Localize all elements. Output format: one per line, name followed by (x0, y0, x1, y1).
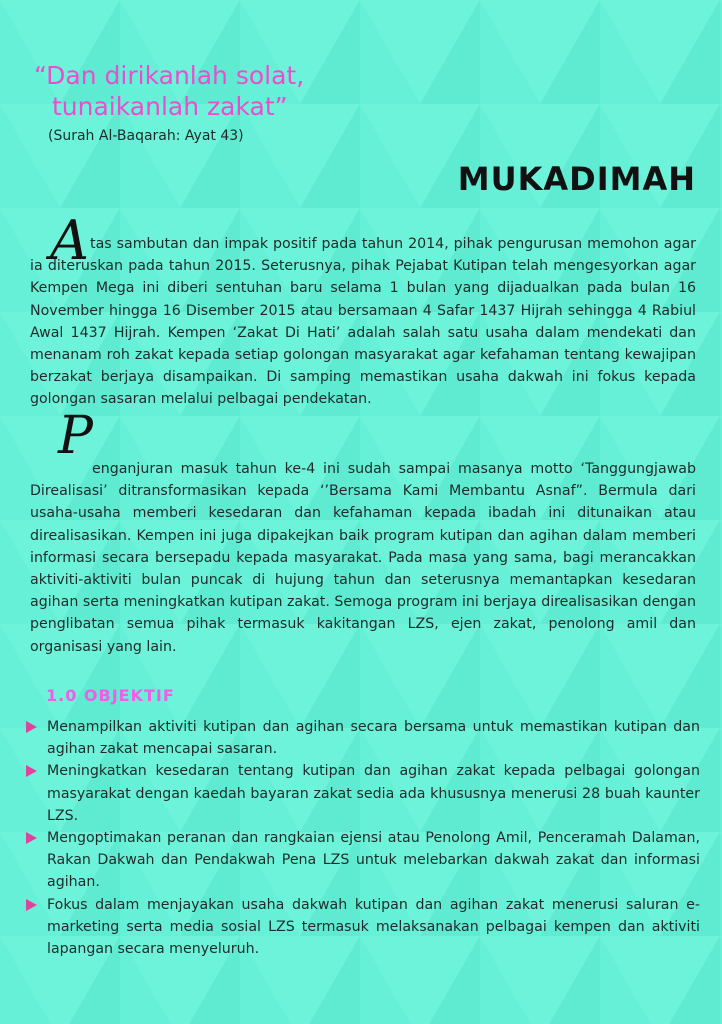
triangle-bullet-icon (26, 832, 37, 844)
quran-quote (34, 60, 304, 122)
list-item (24, 827, 700, 894)
objectives-list (24, 716, 700, 960)
objective-text: Mengoptimakan peranan dan rangkaian ejensi atau Penolong Amil, Penceramah Dalaman, Rakan Dakwah dan Pendakwah Pena LZS untuk melebarkan dakwah zakat dan informasi agihan. (47, 830, 700, 891)
objective-text: Menampilkan aktiviti kutipan dan agihan secara bersama untuk memastikan kutipan dan agihan zakat mencapai sasaran. (47, 719, 700, 758)
dropcap-a: A (50, 209, 89, 272)
list-item (24, 716, 700, 760)
objective-text: Fokus dalam menjayakan usaha dakwah kutipan dan agihan zakat menerusi saluran e-marketing serta media sosial LZS termasuk melaksanakan pelbagai kempen dan aktiviti lapangan secara menyeluruh. (47, 896, 700, 958)
dropcap-p: P (58, 406, 93, 466)
quote-citation: (Surah Al-Baqarah: Ayat 43) (48, 128, 244, 144)
intro-paragraph-1: tas sambutan dan impak positif pada tahun 2014, pihak pengurusan memohon agar ia diteruskan pada tahun 2015. Seterusnya, pihak Pejabat Kutipan telah mengesyorkan agar Kempen Mega ini diberi sentuhan baru selama 1 bulan yang dijadualkan pada bulan 16 November hingga 16 Disember 2015 atau bersamaan 4 Safar 1437 Hijrah sehingga 4 Rabiul Awal 1437 Hijrah. Kempen ‘Zakat Di Hati’ adalah salah satu usaha dalam mendekati dan menanam roh zakat kepada setiap golongan masyarakat agar kefahaman tentang kewajipan berzakat berjaya disampaikan. Di samping memastikan usaha dakwah ini fokus kepada golongan sasaran melalui pelbagai pendekatan. (30, 236, 696, 408)
intro-paragraph-2: enganjuran masuk tahun ke-4 ini sudah sampai masanya motto ‘Tanggungjawab Direalisasi’ ditransformasikan kepada ‘’Bersama Kami Membantu Asnaf”. Bermula dari usaha-usaha memberi kesedaran dan kefahaman kepada ibadah ini ditunaikan atau direalisasikan. Kempen ini juga dipakejkan baik program kutipan dan agihan dalam memberi informasi secara bersepadu kepada masyarakat. Pada masa yang sama, bagi merancakkan aktiviti-aktiviti bulan puncak di hujung tahun dan seterusnya memantapkan kesedaran agihan serta meningkatkan kutipan zakat. Semoga program ini berjaya direalisasikan dengan penglibatan semua pihak termasuk kakitangan LZS, ejen zakat, penolong amil dan organisasi yang lain. (30, 461, 696, 655)
list-item (24, 894, 700, 961)
triangle-bullet-icon (26, 765, 37, 777)
quote-line-2: tunaikanlah zakat” (52, 92, 288, 121)
triangle-bullet-icon (26, 899, 37, 911)
triangle-bullet-icon (26, 721, 37, 733)
quote-line-1: “Dan dirikanlah solat, (34, 61, 305, 90)
section-heading-objektif: 1.0 OBJEKTIF (46, 686, 175, 705)
list-item (24, 760, 700, 827)
page-title: MUKADIMAH (457, 160, 696, 198)
objective-text: Meningkatkan kesedaran tentang kutipan dan agihan zakat kepada pelbagai golongan masyarakat dengan kaedah bayaran zakat sedia ada khususnya menerusi 28 buah kaunter LZS. (47, 763, 700, 824)
